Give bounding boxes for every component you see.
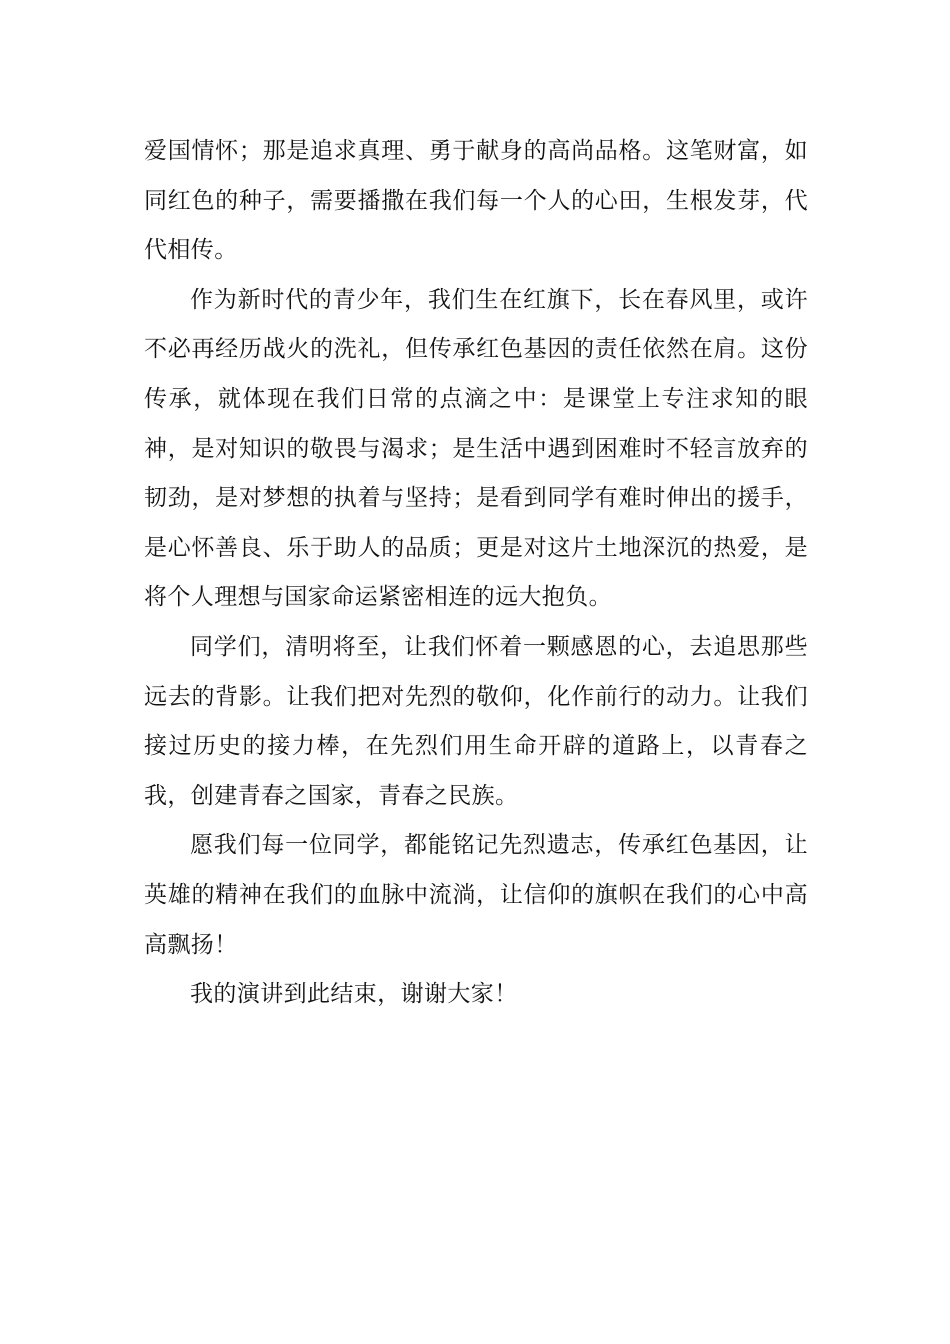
paragraph-continuation: 爱国情怀；那是追求真理、勇于献身的高尚品格。这笔财富，如同红色的种子，需要播撒在我们每一个人的心田，生根发芽，代代相传。 xyxy=(144,138,808,264)
paragraph-closing: 我的演讲到此结束，谢谢大家！ xyxy=(190,981,518,1008)
paragraph-new-era-youth: 作为新时代的青少年，我们生在红旗下，长在春风里，或许不必再经历战火的洗礼，但传承红色基因的责任依然在肩。这份传承，就体现在我们日常的点滴之中：是课堂上专注求知的眼神，是对知识的敬畏与渴求；是生活中遇到困难时不轻言放弃的韧劲，是对梦想的执着与坚持；是看到同学有难时伸出的援手，是心怀善良、乐于助人的品质；更是对这片土地深沉的热爱，是将个人理想与国家命运紧密相连的远大抱负。 xyxy=(144,286,808,611)
document-body xyxy=(144,127,808,1020)
paragraph-wish: 愿我们每一位同学，都能铭记先烈遗志，传承红色基因，让英雄的精神在我们的血脉中流淌，让信仰的旗帜在我们的心中高高飘扬！ xyxy=(144,832,808,958)
paragraph-qingming: 同学们，清明将至，让我们怀着一颗感恩的心，去追思那些远去的背影。让我们把对先烈的敬仰，化作前行的动力。让我们接过历史的接力棒，在先烈们用生命开辟的道路上，以青春之我，创建青春之国家，青春之民族。 xyxy=(144,633,808,809)
